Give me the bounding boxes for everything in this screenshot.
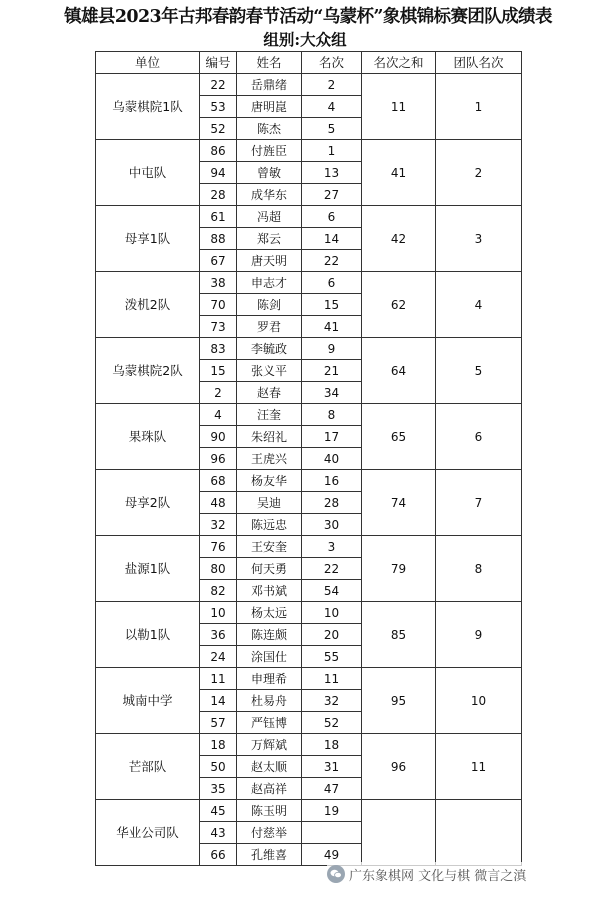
team-rank-cell: 7 bbox=[436, 470, 522, 536]
player-number-cell: 43 bbox=[200, 822, 237, 844]
player-name-cell: 赵春 bbox=[237, 382, 302, 404]
header-unit: 单位 bbox=[96, 52, 200, 74]
player-place-cell: 30 bbox=[302, 514, 362, 536]
player-name-cell: 涂国仕 bbox=[237, 646, 302, 668]
place-sum-cell: 74 bbox=[362, 470, 436, 536]
player-place-cell: 20 bbox=[302, 624, 362, 646]
player-place-cell: 15 bbox=[302, 294, 362, 316]
player-name-cell: 杨太远 bbox=[237, 602, 302, 624]
player-name-cell: 赵太顺 bbox=[237, 756, 302, 778]
player-name-cell: 王虎兴 bbox=[237, 448, 302, 470]
team-rank-cell: 8 bbox=[436, 536, 522, 602]
team-unit-cell: 果珠队 bbox=[96, 404, 200, 470]
player-name-cell: 陈杰 bbox=[237, 118, 302, 140]
header-team-rank: 团队名次 bbox=[436, 52, 522, 74]
header-place: 名次 bbox=[302, 52, 362, 74]
player-name-cell: 付旌臣 bbox=[237, 140, 302, 162]
team-rank-cell: 5 bbox=[436, 338, 522, 404]
team-unit-cell: 盐源1队 bbox=[96, 536, 200, 602]
table-row bbox=[96, 404, 522, 426]
player-place-cell: 55 bbox=[302, 646, 362, 668]
player-number-cell: 82 bbox=[200, 580, 237, 602]
player-number-cell: 66 bbox=[200, 844, 237, 866]
player-place-cell: 49 bbox=[302, 844, 362, 866]
player-place-cell: 14 bbox=[302, 228, 362, 250]
table-row bbox=[96, 668, 522, 690]
player-place-cell: 4 bbox=[302, 96, 362, 118]
team-unit-cell: 乌蒙棋院1队 bbox=[96, 74, 200, 140]
player-number-cell: 50 bbox=[200, 756, 237, 778]
player-name-cell: 唐明崑 bbox=[237, 96, 302, 118]
player-place-cell: 40 bbox=[302, 448, 362, 470]
player-place-cell: 27 bbox=[302, 184, 362, 206]
player-place-cell: 6 bbox=[302, 206, 362, 228]
player-place-cell: 47 bbox=[302, 778, 362, 800]
player-number-cell: 70 bbox=[200, 294, 237, 316]
player-name-cell: 杜易舟 bbox=[237, 690, 302, 712]
team-rank-cell: 3 bbox=[436, 206, 522, 272]
player-name-cell: 岳鼎绪 bbox=[237, 74, 302, 96]
player-place-cell: 11 bbox=[302, 668, 362, 690]
player-name-cell: 冯超 bbox=[237, 206, 302, 228]
wechat-icon bbox=[327, 865, 345, 883]
player-number-cell: 94 bbox=[200, 162, 237, 184]
player-number-cell: 24 bbox=[200, 646, 237, 668]
player-name-cell: 万辉斌 bbox=[237, 734, 302, 756]
place-sum-cell: 64 bbox=[362, 338, 436, 404]
player-number-cell: 53 bbox=[200, 96, 237, 118]
player-name-cell: 申理希 bbox=[237, 668, 302, 690]
table-row bbox=[96, 734, 522, 756]
team-unit-cell: 中屯队 bbox=[96, 140, 200, 206]
player-place-cell: 9 bbox=[302, 338, 362, 360]
place-sum-cell: 96 bbox=[362, 734, 436, 800]
team-unit-cell: 华业公司队 bbox=[96, 800, 200, 866]
player-place-cell: 18 bbox=[302, 734, 362, 756]
player-number-cell: 73 bbox=[200, 316, 237, 338]
team-rank-cell: 6 bbox=[436, 404, 522, 470]
player-place-cell: 41 bbox=[302, 316, 362, 338]
player-number-cell: 4 bbox=[200, 404, 237, 426]
player-number-cell: 57 bbox=[200, 712, 237, 734]
player-number-cell: 48 bbox=[200, 492, 237, 514]
player-place-cell: 28 bbox=[302, 492, 362, 514]
player-name-cell: 杨友华 bbox=[237, 470, 302, 492]
player-name-cell: 李毓政 bbox=[237, 338, 302, 360]
team-unit-cell: 乌蒙棋院2队 bbox=[96, 338, 200, 404]
player-name-cell: 汪奎 bbox=[237, 404, 302, 426]
place-sum-cell: 42 bbox=[362, 206, 436, 272]
place-sum-cell: 41 bbox=[362, 140, 436, 206]
player-number-cell: 28 bbox=[200, 184, 237, 206]
place-sum-cell: 95 bbox=[362, 668, 436, 734]
player-place-cell: 54 bbox=[302, 580, 362, 602]
team-unit-cell: 芒部队 bbox=[96, 734, 200, 800]
table-row bbox=[96, 338, 522, 360]
player-name-cell: 唐天明 bbox=[237, 250, 302, 272]
group-label: 组别:大众组 bbox=[263, 30, 347, 49]
player-number-cell: 96 bbox=[200, 448, 237, 470]
table-row bbox=[96, 800, 522, 822]
player-name-cell: 严钰博 bbox=[237, 712, 302, 734]
team-unit-cell: 母享1队 bbox=[96, 206, 200, 272]
player-number-cell: 88 bbox=[200, 228, 237, 250]
player-name-cell: 申志才 bbox=[237, 272, 302, 294]
results-table bbox=[95, 51, 522, 866]
table-row bbox=[96, 74, 522, 96]
team-rank-cell: 4 bbox=[436, 272, 522, 338]
table-body bbox=[96, 74, 522, 866]
place-sum-cell: 79 bbox=[362, 536, 436, 602]
team-rank-cell: 9 bbox=[436, 602, 522, 668]
place-sum-cell: 65 bbox=[362, 404, 436, 470]
player-place-cell: 10 bbox=[302, 602, 362, 624]
table-row bbox=[96, 470, 522, 492]
player-number-cell: 90 bbox=[200, 426, 237, 448]
player-number-cell: 38 bbox=[200, 272, 237, 294]
player-number-cell: 22 bbox=[200, 74, 237, 96]
player-place-cell: 13 bbox=[302, 162, 362, 184]
header-number: 编号 bbox=[200, 52, 237, 74]
player-number-cell: 10 bbox=[200, 602, 237, 624]
player-place-cell: 5 bbox=[302, 118, 362, 140]
player-place-cell: 32 bbox=[302, 690, 362, 712]
team-unit-cell: 泼机2队 bbox=[96, 272, 200, 338]
watermark-text: 广东象棋网 文化与棋 微言之滇 bbox=[349, 868, 527, 884]
player-name-cell: 张义平 bbox=[237, 360, 302, 382]
player-place-cell: 6 bbox=[302, 272, 362, 294]
player-place-cell: 16 bbox=[302, 470, 362, 492]
player-name-cell: 陈远忠 bbox=[237, 514, 302, 536]
player-number-cell: 76 bbox=[200, 536, 237, 558]
player-place-cell: 3 bbox=[302, 536, 362, 558]
player-number-cell: 86 bbox=[200, 140, 237, 162]
player-place-cell: 34 bbox=[302, 382, 362, 404]
player-name-cell: 赵高祥 bbox=[237, 778, 302, 800]
player-name-cell: 王安奎 bbox=[237, 536, 302, 558]
player-name-cell: 郑云 bbox=[237, 228, 302, 250]
player-number-cell: 80 bbox=[200, 558, 237, 580]
player-name-cell: 邓书斌 bbox=[237, 580, 302, 602]
player-place-cell: 19 bbox=[302, 800, 362, 822]
document-title: 镇雄县2023年古邦春韵春节活动“乌蒙杯”象棋锦标赛团队成绩表 bbox=[64, 7, 552, 27]
team-unit-cell: 以勒1队 bbox=[96, 602, 200, 668]
player-name-cell: 陈剑 bbox=[237, 294, 302, 316]
player-number-cell: 15 bbox=[200, 360, 237, 382]
player-name-cell: 孔维喜 bbox=[237, 844, 302, 866]
player-place-cell: 1 bbox=[302, 140, 362, 162]
player-name-cell: 成华东 bbox=[237, 184, 302, 206]
header-row bbox=[96, 52, 522, 74]
team-unit-cell: 城南中学 bbox=[96, 668, 200, 734]
player-place-cell: 31 bbox=[302, 756, 362, 778]
player-place-cell: 8 bbox=[302, 404, 362, 426]
player-place-cell: 21 bbox=[302, 360, 362, 382]
player-name-cell: 朱绍礼 bbox=[237, 426, 302, 448]
player-number-cell: 14 bbox=[200, 690, 237, 712]
table-row bbox=[96, 602, 522, 624]
player-name-cell: 陈玉明 bbox=[237, 800, 302, 822]
team-rank-cell bbox=[436, 800, 522, 866]
table-row bbox=[96, 140, 522, 162]
player-place-cell: 17 bbox=[302, 426, 362, 448]
table-row bbox=[96, 536, 522, 558]
player-number-cell: 2 bbox=[200, 382, 237, 404]
player-name-cell: 何天勇 bbox=[237, 558, 302, 580]
player-name-cell: 陈连颇 bbox=[237, 624, 302, 646]
player-name-cell: 罗君 bbox=[237, 316, 302, 338]
player-number-cell: 67 bbox=[200, 250, 237, 272]
watermark bbox=[327, 862, 616, 886]
player-number-cell: 61 bbox=[200, 206, 237, 228]
player-place-cell bbox=[302, 822, 362, 844]
team-rank-cell: 1 bbox=[436, 74, 522, 140]
player-place-cell: 52 bbox=[302, 712, 362, 734]
team-unit-cell: 母享2队 bbox=[96, 470, 200, 536]
player-number-cell: 35 bbox=[200, 778, 237, 800]
team-rank-cell: 2 bbox=[436, 140, 522, 206]
player-place-cell: 22 bbox=[302, 558, 362, 580]
team-rank-cell: 10 bbox=[436, 668, 522, 734]
player-number-cell: 11 bbox=[200, 668, 237, 690]
player-place-cell: 22 bbox=[302, 250, 362, 272]
player-place-cell: 2 bbox=[302, 74, 362, 96]
player-number-cell: 68 bbox=[200, 470, 237, 492]
player-number-cell: 36 bbox=[200, 624, 237, 646]
player-name-cell: 吴迪 bbox=[237, 492, 302, 514]
place-sum-cell: 85 bbox=[362, 602, 436, 668]
player-number-cell: 18 bbox=[200, 734, 237, 756]
header-name: 姓名 bbox=[237, 52, 302, 74]
place-sum-cell: 11 bbox=[362, 74, 436, 140]
player-number-cell: 83 bbox=[200, 338, 237, 360]
player-number-cell: 32 bbox=[200, 514, 237, 536]
table-row bbox=[96, 272, 522, 294]
player-number-cell: 52 bbox=[200, 118, 237, 140]
team-rank-cell: 11 bbox=[436, 734, 522, 800]
place-sum-cell: 62 bbox=[362, 272, 436, 338]
player-name-cell: 曾敏 bbox=[237, 162, 302, 184]
player-name-cell: 付慈举 bbox=[237, 822, 302, 844]
table-row bbox=[96, 206, 522, 228]
place-sum-cell bbox=[362, 800, 436, 866]
header-place-sum: 名次之和 bbox=[362, 52, 436, 74]
player-number-cell: 45 bbox=[200, 800, 237, 822]
